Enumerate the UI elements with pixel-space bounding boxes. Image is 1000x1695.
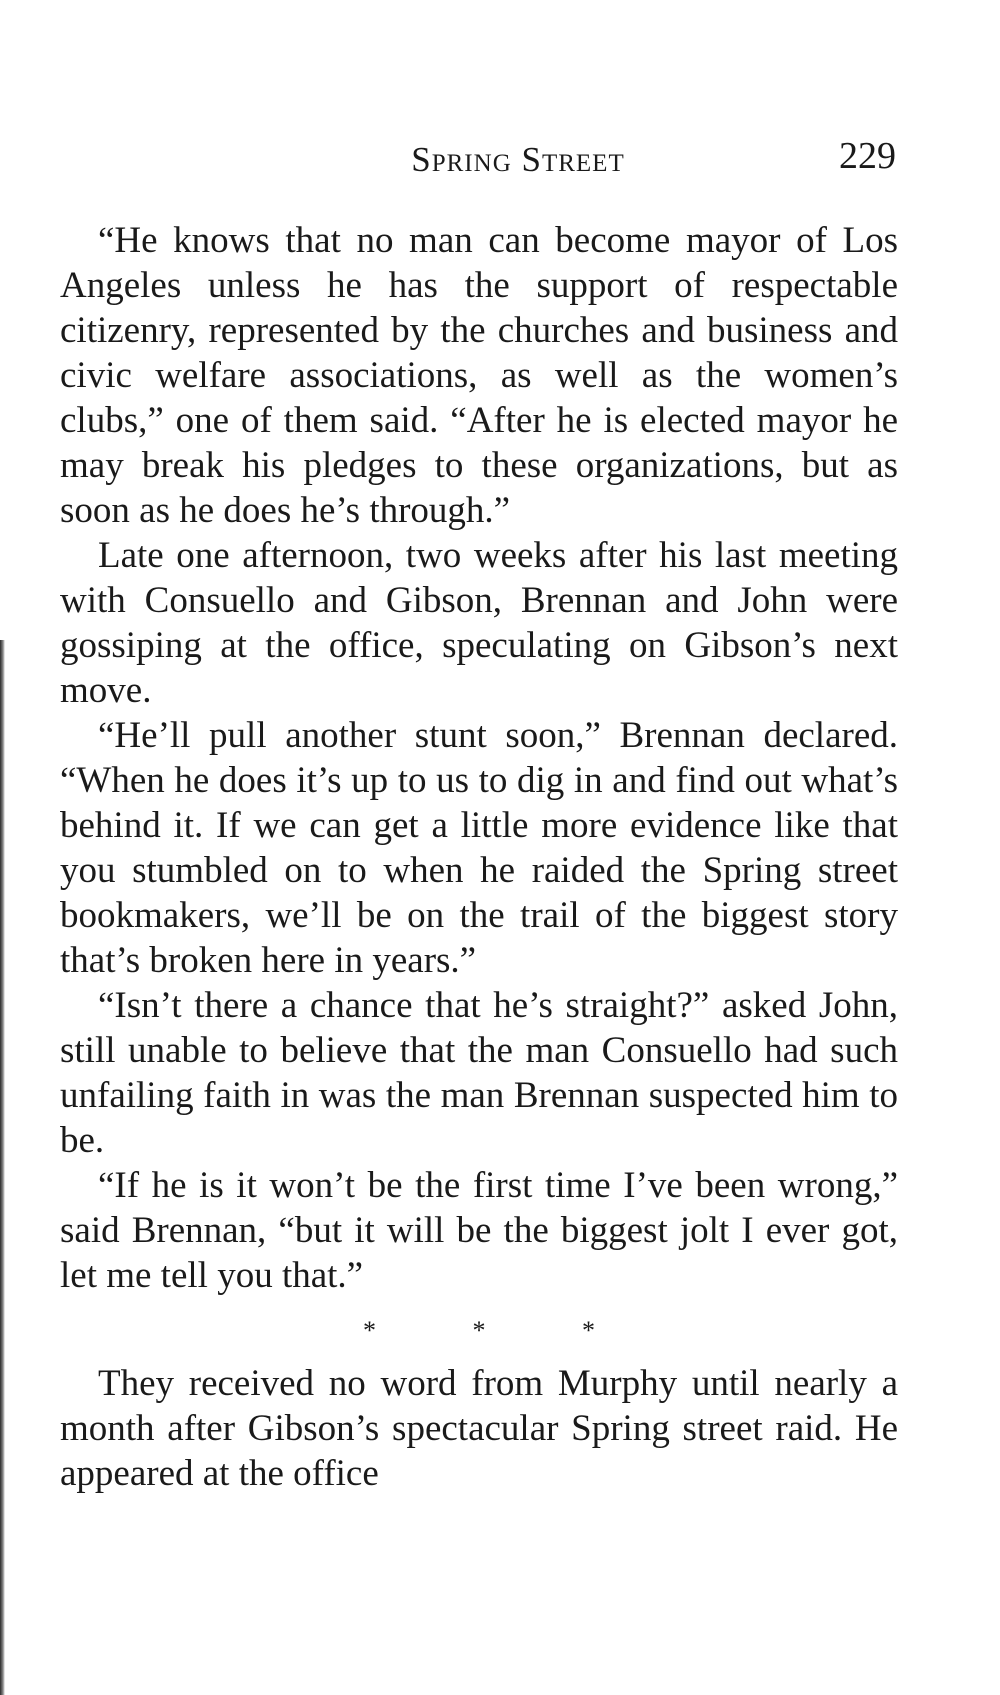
- body-text: [60, 218, 898, 1496]
- asterisk: *: [363, 1316, 376, 1345]
- page-number: 229: [839, 135, 896, 177]
- asterisk: *: [472, 1316, 486, 1345]
- paragraph: Late one afternoon, two weeks after his last meeting with Consuello and Gibson, Brennan and John were gossiping at the office, speculating on Gibson’s next move.: [60, 535, 898, 711]
- paragraph: They received no word from Murphy until nearly a month after Gibson’s spectacular Spring street raid. He appeared at the office: [60, 1363, 898, 1494]
- paragraph: “If he is it won’t be the first time I’ve been wrong,” said Brennan, “but it will be the biggest jolt I ever got, let me tell you that.”: [60, 1165, 898, 1296]
- page-edge-shadow: [0, 640, 5, 1695]
- running-head: [60, 134, 900, 184]
- paragraph: “He’ll pull another stunt soon,” Brennan declared. “When he does it’s up to us to dig in and find out what’s behind it. If we can get a little more evidence like that you stumbled on to when he raided the Spring street bookmakers, we’ll be on the trail of the biggest story that’s broken here in years.”: [60, 715, 898, 981]
- paragraph: “He knows that no man can become mayor of Los Angeles unless he has the support of respectable citizenry, represented by the churches and business and civic welfare associations, as well as the women’s clubs,” one of them said. “After he is elected mayor he may break his pledges to these organizations, but as soon as he does he’s through.”: [60, 220, 898, 531]
- section-break: [60, 1308, 898, 1353]
- running-title: Spring Street: [411, 140, 625, 179]
- paragraph: “Isn’t there a chance that he’s straight?” asked John, still unable to believe that the man Consuello had such unfailing faith in was the man Brennan suspected him to be.: [60, 985, 898, 1161]
- asterisk: *: [582, 1316, 595, 1345]
